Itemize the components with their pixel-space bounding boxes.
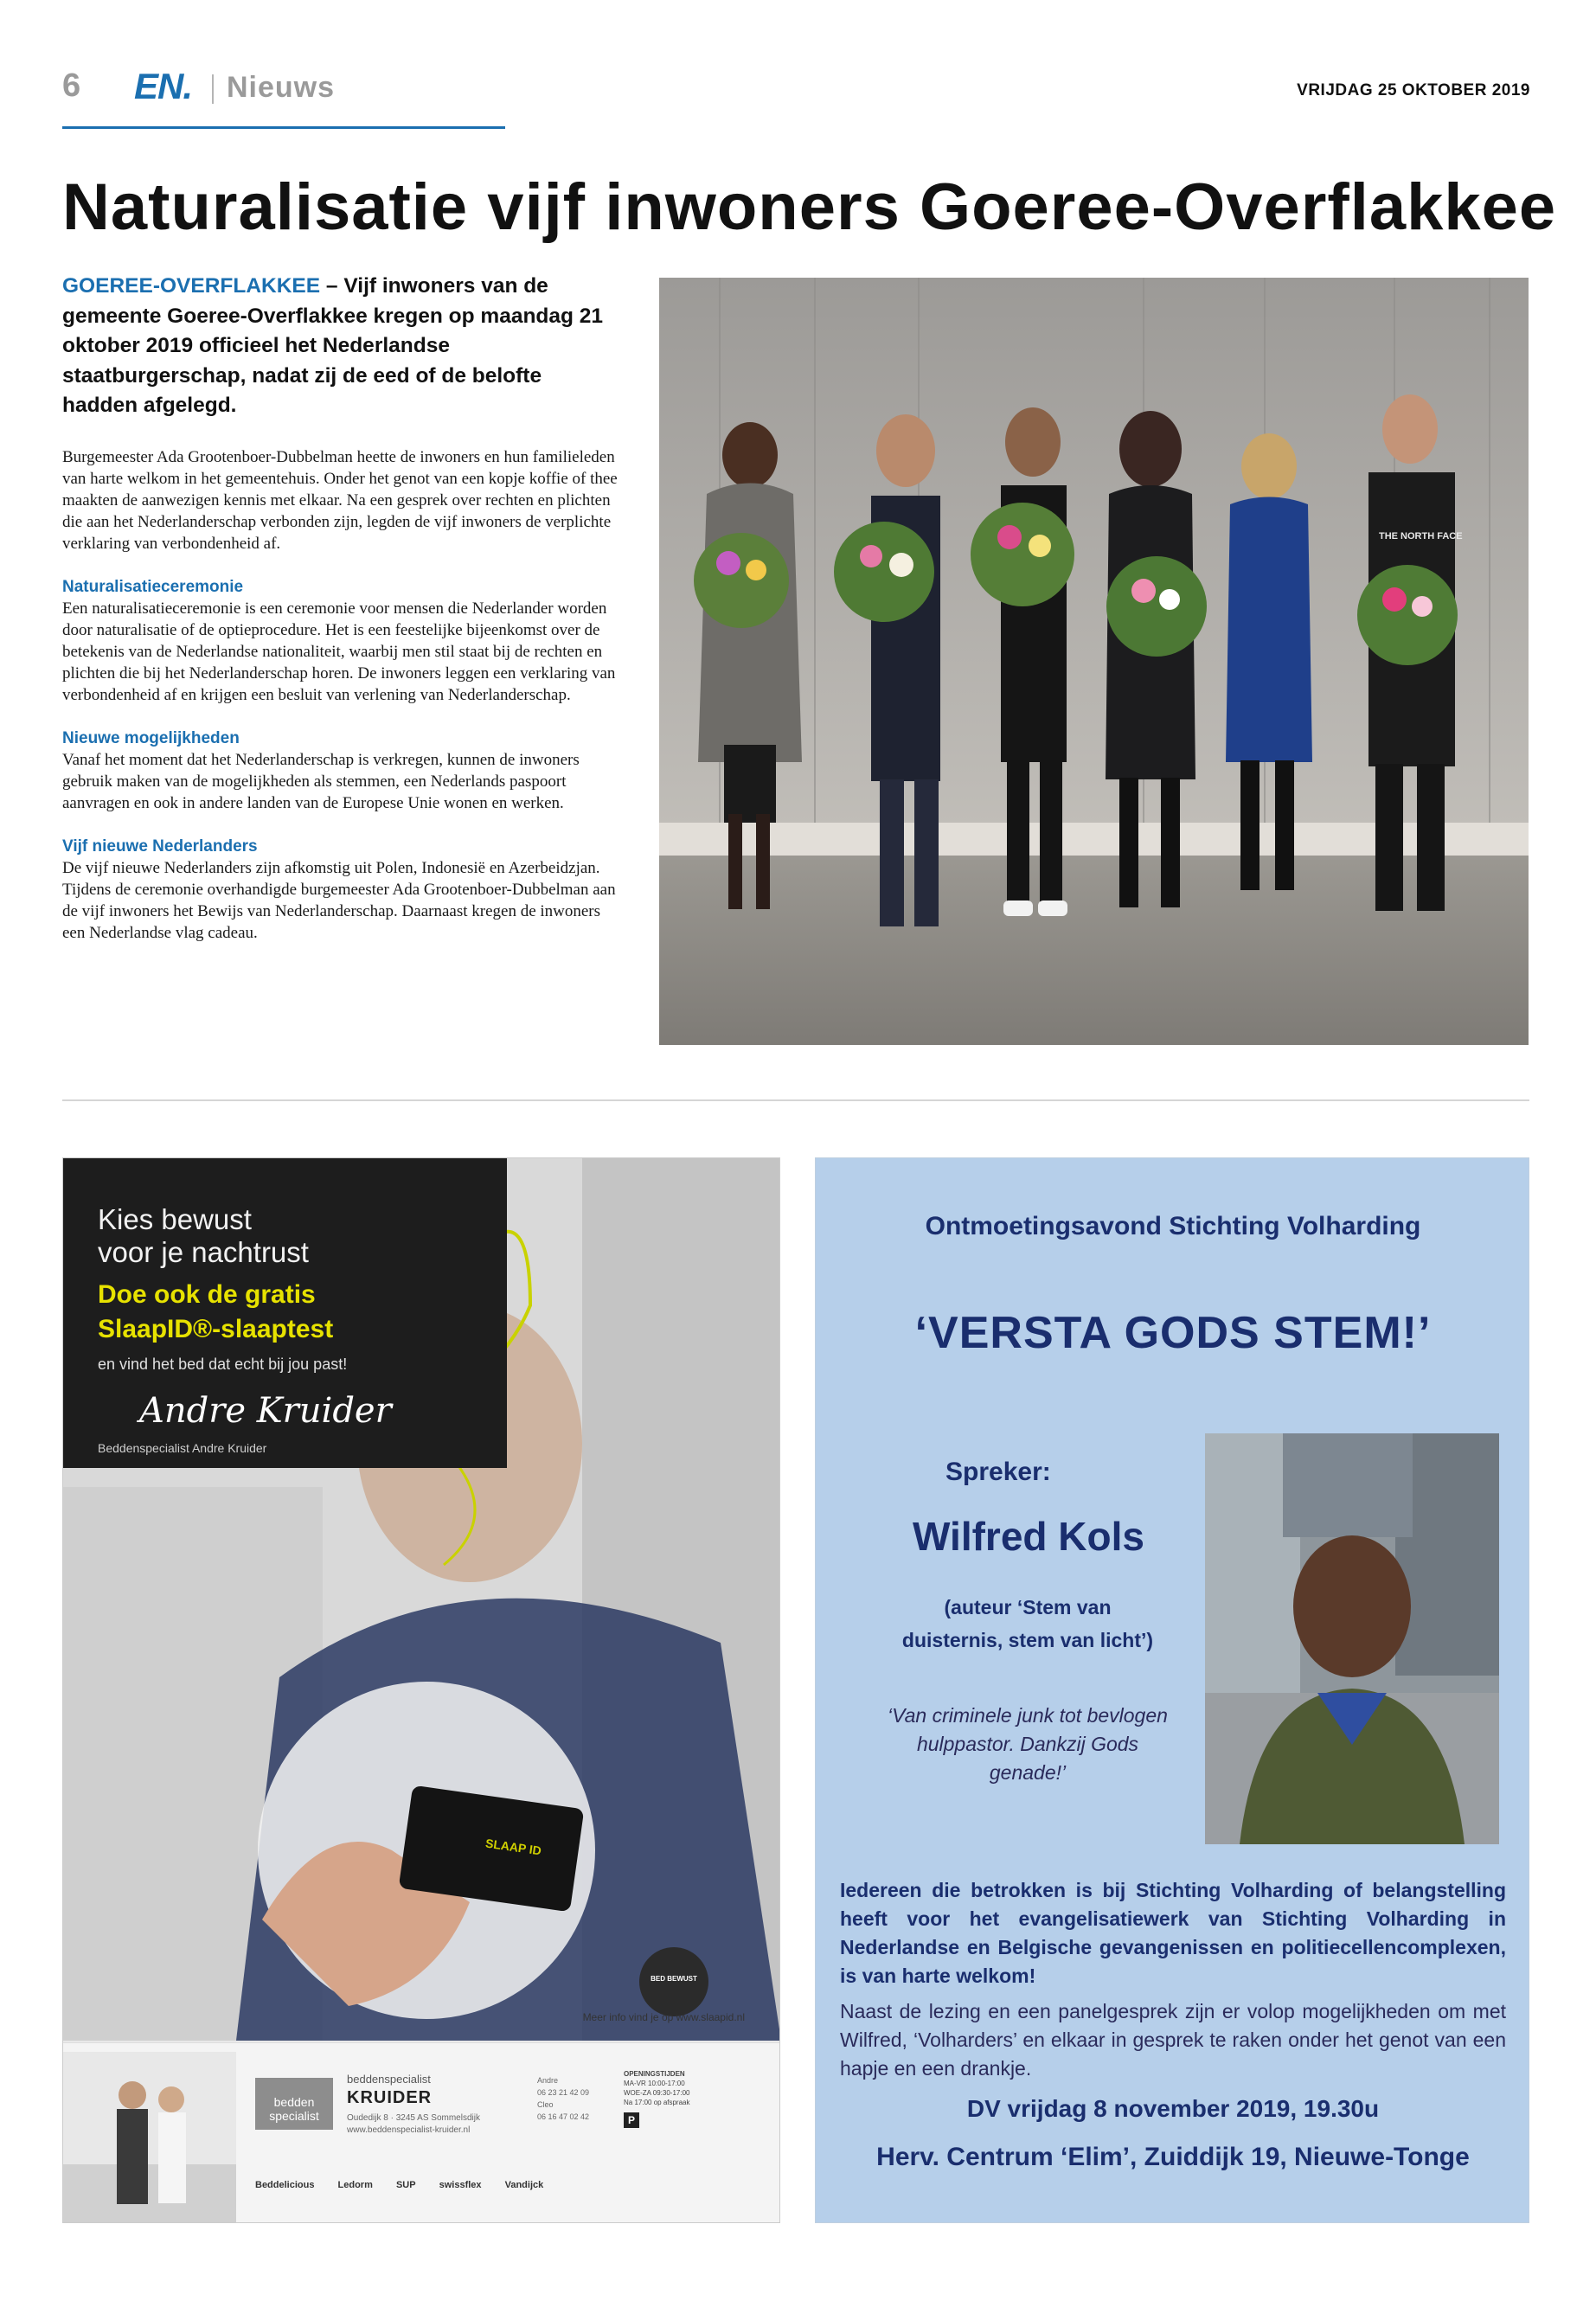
article-lead [62, 272, 616, 421]
lead-place: GOEREE-OVERFLAKKEE [62, 274, 321, 298]
speaker-author-note [833, 1591, 1222, 1657]
contact-name: Andre [537, 2076, 559, 2085]
ad1-line4: SlaapID®-slaaptest [98, 1315, 334, 1343]
section-divider [62, 1099, 1529, 1101]
kruider-address-block [347, 2112, 480, 2137]
section-heading: Nieuwe mogelijkheden [62, 729, 240, 747]
ad-volharding[interactable] [815, 1157, 1529, 2223]
kruider-logo-box: bedden specialist [255, 2078, 333, 2130]
brand-logo: Vandijck [504, 2180, 544, 2190]
brand-logos [255, 2180, 564, 2190]
article-section [62, 576, 625, 706]
author-line: duisternis, stem van licht’) [901, 1629, 1154, 1651]
ad2-title: Ontmoetingsavond Stichting Volharding [925, 1212, 1421, 1240]
section-text: De vijf nieuwe Nederlanders zijn afkomstig uit Polen, Indonesië en Azerbeidzjan. Tijdens de ceremonie overhandigde burgemeester Ada Grootenboer-Dubbelman aan de vijf inwoners het Bewijs van Nederlanderschap. Daarnaast kregen de inwoners een Nederlandse vlag cadeau. [62, 859, 616, 942]
shirt-logo: THE NORTH FACE [1379, 531, 1463, 542]
page-number: 6 [62, 67, 81, 104]
contact-phone: 06 23 21 42 09 [537, 2088, 590, 2097]
slaapid-device-label: SLAAP ID [484, 1836, 542, 1858]
hours-line: Na 17:00 op afspraak [624, 2099, 690, 2106]
ad2-paragraph-1: Iedereen die betrokken is bij Stichting Volharding of belangstelling heeft voor het evangelisatiewerk van Stichting Volharding in Nederlandse en Belgische gevangenissen en politiecellencomplexen, is van harte welkom! [840, 1879, 1506, 1987]
speaker-name: Wilfred Kols [913, 1514, 1144, 1559]
kruider-hours [624, 2069, 690, 2128]
article-photo [659, 278, 1529, 1045]
ad1-signature: Andre Kruider [139, 1391, 392, 1431]
article-headline: Naturalisatie vijf inwoners Goeree-Overflakkee [62, 170, 1557, 244]
brand-logo: swissflex [439, 2180, 482, 2190]
event-location: Herv. Centrum ‘Elim’, Zuiddijk 19, Nieuwe-Tonge [876, 2143, 1470, 2171]
kruider-website[interactable]: www.beddenspecialist-kruider.nl [347, 2125, 471, 2135]
quote-line: hulppastor. Dankzij Gods [916, 1733, 1139, 1755]
hours-title: OPENINGSTIJDEN [624, 2070, 685, 2078]
article-section [62, 836, 625, 944]
issue-date: VRIJDAG 25 OKTOBER 2019 [1297, 81, 1530, 99]
speaker-photo [1205, 1433, 1499, 1844]
ad1-line1: Kies bewust [98, 1203, 252, 1235]
header-separator [212, 74, 214, 104]
section-heading: Naturalisatieceremonie [62, 578, 244, 596]
section-text: Vanaf het moment dat het Nederlanderschap is verkregen, kunnen de inwoners gebruik maken van de mogelijkheden als stemmen, een Nederlands paspoort aanvragen en ook in andere landen van de Europese Unie wonen en werken. [62, 751, 580, 812]
bed-bewust-badge: BED BEWUST [651, 1975, 697, 1983]
contact-name: Cleo [537, 2100, 554, 2109]
section-label: Nieuws [227, 71, 336, 104]
author-line: (auteur ‘Stem van [944, 1596, 1112, 1618]
brand-logo: SUP [395, 2180, 416, 2190]
brand-logo: Ledorm [337, 2180, 373, 2190]
ad1-line2: voor je nachtrust [98, 1236, 309, 1268]
speaker-quote [833, 1702, 1222, 1787]
article-intro: Burgemeester Ada Grootenboer-Dubbelman heette de inwoners en hun familieleden van harte welkom in het gemeentehuis. Onder het genot van een kopje koffie of thee maakten de aanwezigen kennis met elkaar. Na een gesprek over rechten en plichten die aan het Nederlanderschap verbonden zijn, legden de vijf inwoners de verplichte verklaring van verbondenheid af. [62, 448, 618, 553]
ad2-main-title: ‘VERSTA GODS STEM!’ [914, 1308, 1432, 1358]
ad1-headline-box [63, 1158, 507, 1468]
ad1-tagline: Beddenspecialist Andre Kruider [98, 1441, 267, 1455]
ad1-line3: Doe ook de gratis [98, 1280, 316, 1309]
brand-logo: Beddelicious [255, 2180, 315, 2190]
speaker-label: Spreker: [945, 1458, 1051, 1486]
kruider-address: Oudedijk 8 · 3245 AS Sommelsdijk [347, 2113, 480, 2123]
ad1-footer [63, 2042, 780, 2223]
section-text: Een naturalisatieceremonie is een ceremonie voor mensen die Nederlander worden door naturalisatie of de optieprocedure. Het is een feestelijke bijeenkomst over de betekenis van de Nederlandse nationaliteit, waarbij men stil staat bij de rechten en plichten die bij het Nederlanderschap horen. De inwoners leggen een verklaring van verbondenheid af en krijgen een besluit van verlening van Nederlanderschap. [62, 599, 616, 704]
ad1-info-link[interactable]: Meer info vind je op www.slaapid.nl [582, 2011, 745, 2023]
article-section [62, 727, 625, 814]
hours-line: MA-VR 10:00-17:00 [624, 2080, 685, 2087]
ad-kruider[interactable] [62, 1157, 780, 2223]
kruider-spec: beddenspecialist [347, 2073, 431, 2086]
quote-line: ‘Van criminele junk tot bevlogen [888, 1704, 1168, 1727]
couple-photo [63, 2052, 236, 2223]
event-date: DV vrijdag 8 november 2019, 19.30u [966, 2095, 1380, 2122]
section-heading: Vijf nieuwe Nederlanders [62, 837, 258, 856]
kruider-contacts [537, 2074, 589, 2123]
hours-line: WOE-ZA 09:30-17:00 [624, 2089, 690, 2097]
contact-phone: 06 16 47 02 42 [537, 2112, 590, 2121]
header-rule [62, 126, 505, 129]
quote-line: genade!’ [989, 1761, 1067, 1784]
ad1-line5: en vind het bed dat echt bij jou past! [98, 1356, 348, 1373]
publication-logo: EN. [134, 66, 193, 106]
parking-icon: P [624, 2112, 639, 2128]
lead-text: – Vijf inwoners van de gemeente Goeree-Overflakkee kregen op maandag 21 oktober 2019 officieel het Nederlandse staatburgerschap, nadat zij de eed of de belofte hadden afgelegd. [62, 274, 604, 417]
ad2-paragraph-2: Naast de lezing en een panelgesprek zijn er volop mogelijkheden om met Wilfred, ‘Volharders’ en elkaar in gesprek te raken onder het genot van een hapje en een drankje. [840, 2000, 1506, 2080]
kruider-name: KRUIDER [347, 2088, 433, 2107]
article-body [62, 446, 625, 965]
